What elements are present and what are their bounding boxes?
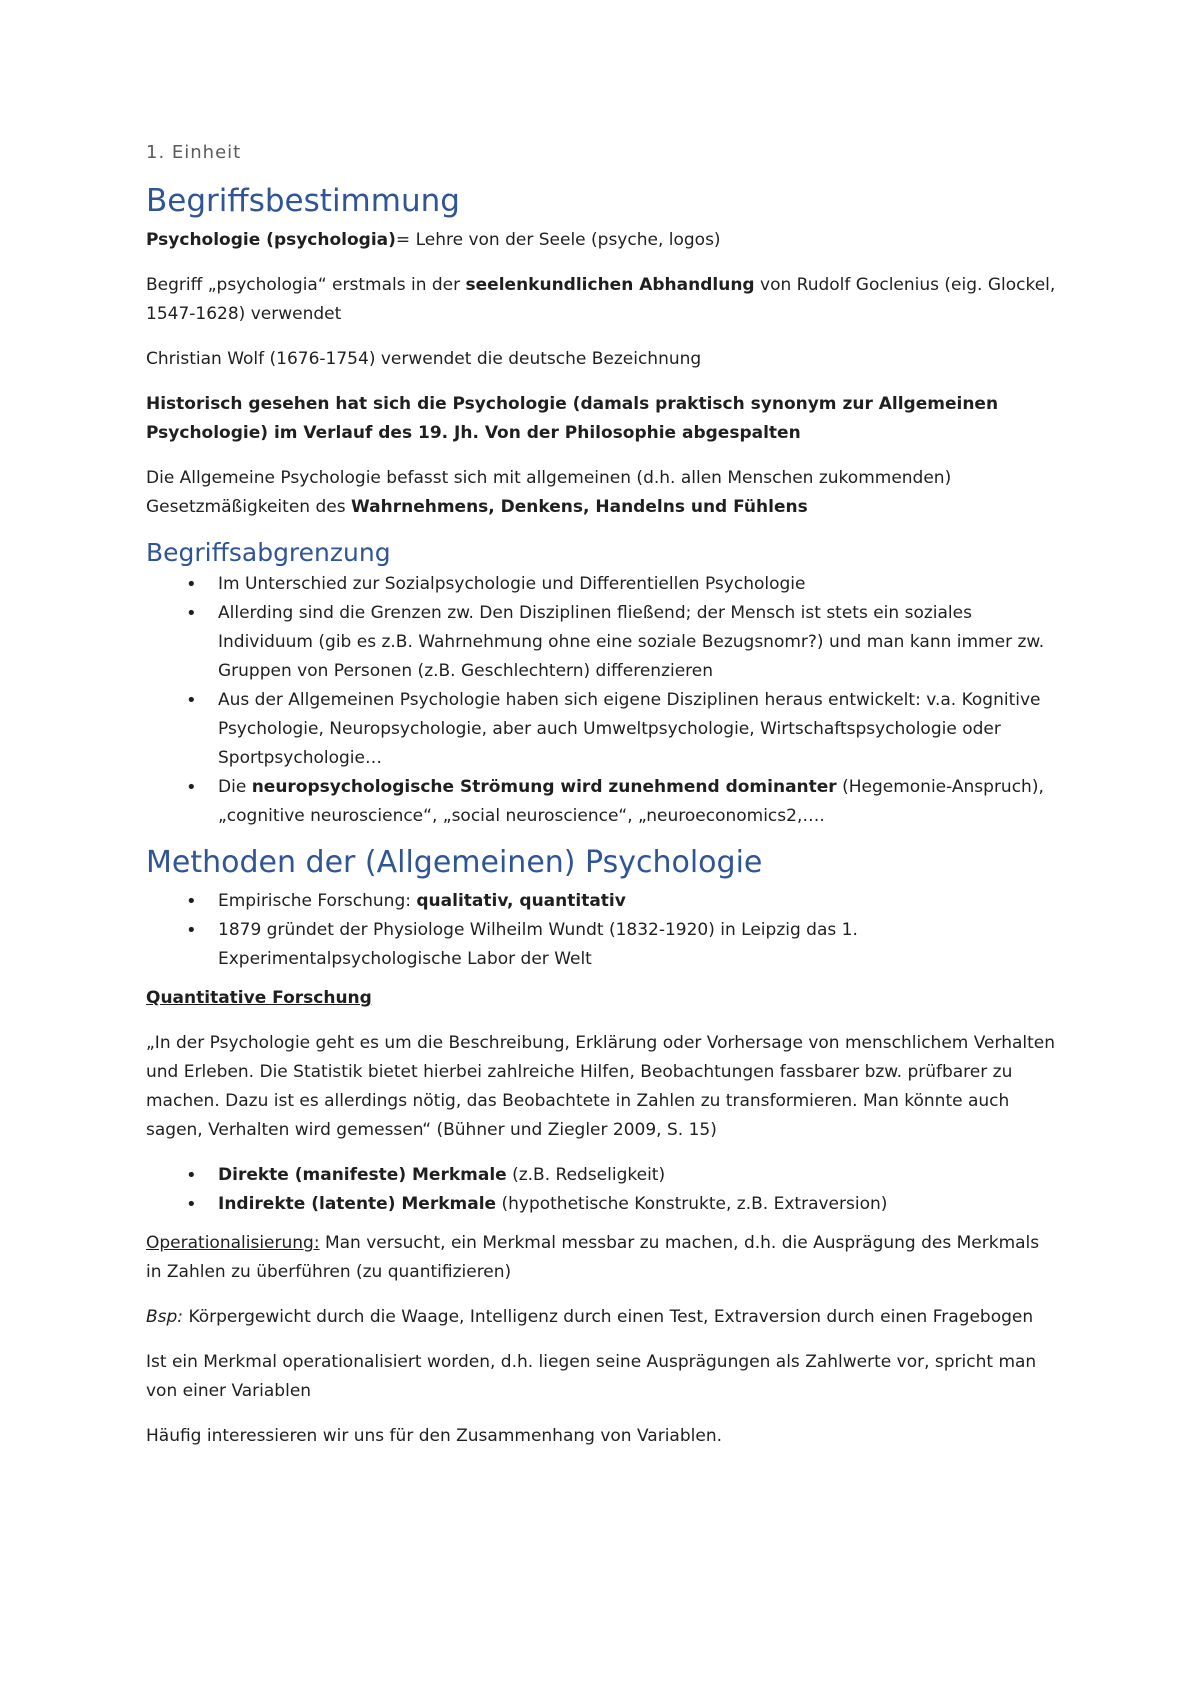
text: Empirische Forschung: <box>218 891 417 912</box>
definition-text: = Lehre von der Seele (psyche, logos) <box>395 230 721 251</box>
paragraph-wolf: Christian Wolf (1676-1754) verwendet die deutsche Bezeichnung <box>146 349 702 370</box>
list-item: • 1879 gründet der Physiologe Wilheilm Wundt (1832-1920) in Leipzig das 1. Experimentalpsychologische Labor der Welt <box>218 916 1060 974</box>
heading-methoden: Methoden der (Allgemeinen) Psychologie <box>146 845 763 881</box>
bold-text: seelenkundlichen Abhandlung <box>465 275 755 296</box>
bold-text: Wahrnehmens, Denkens, Handelns und Fühlens <box>350 497 808 518</box>
unit-label: 1. Einheit <box>146 142 242 163</box>
paragraph-historisch <box>146 390 1060 448</box>
paragraph-variable: Ist ein Merkmal operationalisiert worden, d.h. liegen seine Ausprägungen als Zahlwerte vor, spricht man von einer Variablen <box>146 1352 1037 1402</box>
bold-text: Historisch gesehen hat sich die Psychologie (damals praktisch synonym zur Allgemeinen Psychologie) im Verlauf des 19. Jh. Von der Philosophie abgespalten <box>146 394 999 444</box>
heading-begriffsbestimmung: Begriffsbestimmung <box>146 183 460 219</box>
list-merkmale <box>146 1161 1060 1219</box>
list-methoden <box>146 887 1060 974</box>
paragraph-zusammenhang: Häufig interessieren wir uns für den Zusammenhang von Variablen. <box>146 1426 722 1447</box>
list-item: • Im Unterschied zur Sozialpsychologie und Differentiellen Psychologie <box>218 570 1060 599</box>
paragraph-quote: „In der Psychologie geht es um die Beschreibung, Erklärung oder Vorhersage von menschlichem Verhalten und Erleben. Die Statistik bietet hierbei zahlreiche Hilfen, Beobachtungen fassbarer bzw. prüfbarer zu machen. Dazu ist es allerdings nötig, das Beobachtete in Zahlen zu transformieren. Man könnte auch sagen, Verhalten wird gemessen“ (Bühner und Ziegler 2009, S. 15) <box>146 1033 1056 1141</box>
text: (Hegemonie-Anspruch), „cognitive neuroscience“, „social neuroscience“, „neuroeconomics2,…. <box>218 777 1044 827</box>
paragraph-goclenius <box>146 271 1060 329</box>
text: Die Allgemeine Psychologie befasst sich mit allgemeinen (d.h. allen Menschen zukommenden) Gesetzmäßigkeiten des <box>146 468 952 518</box>
list-item: • Aus der Allgemeinen Psychologie haben sich eigene Disziplinen heraus entwickelt: v.a. Kognitive Psychologie, Neuropsychologie, aber auch Umweltpsychologie, Wirtschaftspsychologie oder Sportpsychologie… <box>218 686 1060 773</box>
list-item <box>218 1161 1060 1190</box>
text: Die <box>218 777 252 798</box>
list-item: • Allerding sind die Grenzen zw. Den Disziplinen fließend; der Mensch ist stets ein soziales Individuum (gib es z.B. Wahrnehmung ohne eine soziale Bezugsnomr?) und man kann immer zw. Gruppen von Personen (z.B. Geschlechtern) differenzieren <box>218 599 1060 686</box>
paragraph-allgemeine <box>146 464 1060 522</box>
bold-text: qualitativ, quantitativ <box>416 891 626 912</box>
text: Man versucht, ein Merkmal messbar zu machen, d.h. die Ausprägung des Merkmals in Zahlen zu überführen (zu quantifizieren) <box>146 1233 1040 1283</box>
underlined-term: Operationalisierung: <box>146 1233 320 1254</box>
term-psychologie: Psychologie (psychologia) <box>146 230 396 251</box>
italic-label: Bsp: <box>146 1307 184 1328</box>
heading-begriffsabgrenzung: Begriffsabgrenzung <box>146 538 391 568</box>
list-item <box>218 887 1060 916</box>
text: Begriff „psychologia“ erstmals in der <box>146 275 466 296</box>
bold-text: Indirekte (latente) Merkmale <box>218 1194 497 1215</box>
text: (z.B. Redseligkeit) <box>506 1165 666 1186</box>
paragraph-beispiel <box>146 1303 1060 1332</box>
text: Körpergewicht durch die Waage, Intelligenz durch einen Test, Extraversion durch einen Fragebogen <box>183 1307 1034 1328</box>
underlined-heading: Quantitative Forschung <box>146 988 372 1009</box>
bold-text: neuropsychologische Strömung wird zunehmend dominanter <box>251 777 837 798</box>
text: (hypothetische Konstrukte, z.B. Extraversion) <box>496 1194 888 1215</box>
paragraph-definition <box>146 226 1060 255</box>
paragraph-operationalisierung <box>146 1229 1060 1287</box>
text: von Rudolf Goclenius (eig. Glockel, 1547-1628) verwendet <box>146 275 1056 325</box>
subheading-quantitative-forschung <box>146 984 1060 1013</box>
list-item <box>218 1190 1060 1219</box>
list-abgrenzung <box>146 570 1060 831</box>
list-item <box>218 773 1060 831</box>
bold-text: Direkte (manifeste) Merkmale <box>218 1165 507 1186</box>
